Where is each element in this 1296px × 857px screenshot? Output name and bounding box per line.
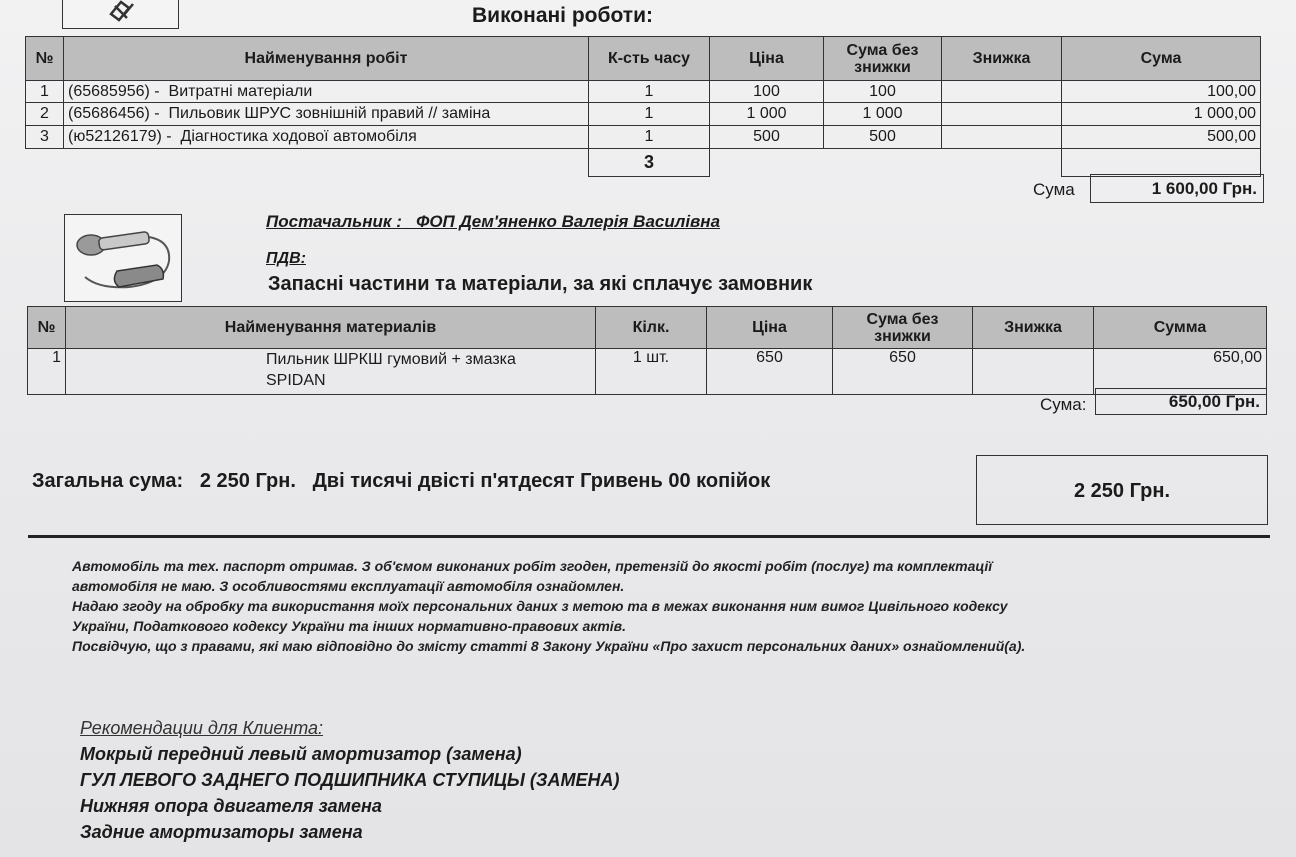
works-total-value: 1 600,00 Грн. xyxy=(1090,174,1264,203)
row-num: 2 xyxy=(26,103,64,126)
recommendation-item: ГУЛ ЛЕВОГО ЗАДНЕГО ПОДШИПНИКА СТУПИЦЫ (ЗАМЕНА) xyxy=(80,770,620,790)
row-qty: 1 xyxy=(589,103,710,126)
wrench-logo-icon xyxy=(62,0,179,29)
col-sum-no-discount: Сума без знижки xyxy=(833,307,973,349)
row-num: 3 xyxy=(26,126,64,149)
grand-total-words: Дві тисячі двісті п'ятдесят Гривень 00 копійок xyxy=(312,470,771,492)
row-name: (65686456) - Пильовик ШРУС зовнішній правий // заміна xyxy=(64,103,589,126)
row-discount xyxy=(942,103,1062,126)
recommendation-item: Мокрый передний левый амортизатор (замена) xyxy=(80,744,522,764)
row-price: 100 xyxy=(710,81,824,103)
row-sum-no-discount: 500 xyxy=(824,126,942,149)
row-discount xyxy=(973,349,1094,395)
col-price: Ціна xyxy=(707,307,833,349)
recommendation-item: Задние амортизаторы замена xyxy=(80,822,363,842)
col-qty: К-сть часу xyxy=(589,37,710,81)
row-num: 1 xyxy=(26,81,64,103)
recommendations-title: Рекомендации для Клиента: xyxy=(80,718,324,738)
row-sum-no-discount: 1 000 xyxy=(824,103,942,126)
row-sum-no-discount: 650 xyxy=(833,349,973,395)
parts-total-label: Сума: xyxy=(1040,395,1087,414)
col-name: Найменування робіт xyxy=(64,37,589,81)
col-name: Найменування материалів xyxy=(66,307,596,349)
works-header-row xyxy=(26,37,1261,81)
row-price: 650 xyxy=(707,349,833,395)
statement-line: Автомобіль та тех. паспорт отримав. З об'ємом виконаних робіт згоден, претензій до якості робіт (послуг) та комплектації xyxy=(72,558,993,574)
col-num: № xyxy=(26,37,64,81)
row-name: (ю52126179) - Діагностика ходової автомобіля xyxy=(64,126,589,149)
row-sum: 650,00 xyxy=(1094,349,1267,395)
row-name: Пильник ШРКШ гумовий + змазка SPIDAN xyxy=(66,349,596,395)
parts-header-row xyxy=(28,307,1267,349)
col-sum-no-discount: Сума без знижки xyxy=(824,37,942,81)
works-title: Виконані роботи: xyxy=(472,4,653,27)
row-num: 1 xyxy=(28,349,66,395)
row-name: (65685956) - Витратні матеріали xyxy=(64,81,589,103)
supplier-name: ФОП Дем'яненко Валерія Василівна xyxy=(416,212,721,231)
grand-total-label: Загальна сума: xyxy=(32,470,184,492)
statement-line: автомобіля не маю. З особливостями експлуатації автомобіля ознайомлен. xyxy=(72,578,625,594)
supplier-line xyxy=(266,212,720,232)
col-num: № xyxy=(28,307,66,349)
row-qty: 1 шт. xyxy=(596,349,707,395)
qty-total: 3 xyxy=(589,149,710,177)
grand-total-line xyxy=(32,470,770,493)
parts-total-value: 650,00 Грн. xyxy=(1095,388,1267,415)
supplier-label: Постачальник : xyxy=(266,212,402,231)
vat-label: ПДВ: xyxy=(266,250,306,267)
parts-title: Запасні частини та матеріали, за які сплачує замовник xyxy=(268,273,813,295)
works-total-label: Сума xyxy=(1033,180,1075,199)
row-qty: 1 xyxy=(589,126,710,149)
statement-line: Надаю згоду на обробку та використання моїх персональних даних з метою та в межах виконання ним вимог Цивільного кодексу xyxy=(72,598,1008,614)
table-row xyxy=(26,103,1261,126)
works-total-row xyxy=(26,149,1261,177)
statement-line: України, Податкового кодексу України та інших нормативно-правових актів. xyxy=(72,618,627,634)
row-price: 1 000 xyxy=(710,103,824,126)
sensor-brake-pad-icon xyxy=(64,214,182,302)
col-price: Ціна xyxy=(710,37,824,81)
row-sum: 500,00 xyxy=(1062,126,1261,149)
col-qty: Кілк. xyxy=(596,307,707,349)
recommendation-item: Нижняя опора двигателя замена xyxy=(80,796,382,816)
table-row xyxy=(26,126,1261,149)
row-sum: 100,00 xyxy=(1062,81,1261,103)
col-discount: Знижка xyxy=(942,37,1062,81)
table-row xyxy=(28,349,1267,395)
row-sum-no-discount: 100 xyxy=(824,81,942,103)
table-row xyxy=(26,81,1261,103)
sum-empty-cell xyxy=(1062,149,1261,177)
works-table xyxy=(25,36,1261,177)
row-qty: 1 xyxy=(589,81,710,103)
row-discount xyxy=(942,126,1062,149)
row-discount xyxy=(942,81,1062,103)
col-discount: Знижка xyxy=(973,307,1094,349)
grand-total-box: 2 250 Грн. xyxy=(976,455,1268,525)
col-sum: Сумма xyxy=(1094,307,1267,349)
grand-total-amount: 2 250 Грн. xyxy=(199,470,296,492)
row-price: 500 xyxy=(710,126,824,149)
row-sum: 1 000,00 xyxy=(1062,103,1261,126)
divider-line xyxy=(28,535,1270,538)
statement-line: Посвідчую, що з правами, які маю відповідно до змісту статті 8 Закону України «Про захист персональних даних» ознайомлений(а). xyxy=(72,638,1026,654)
parts-table xyxy=(27,306,1267,395)
col-sum: Сума xyxy=(1062,37,1261,81)
